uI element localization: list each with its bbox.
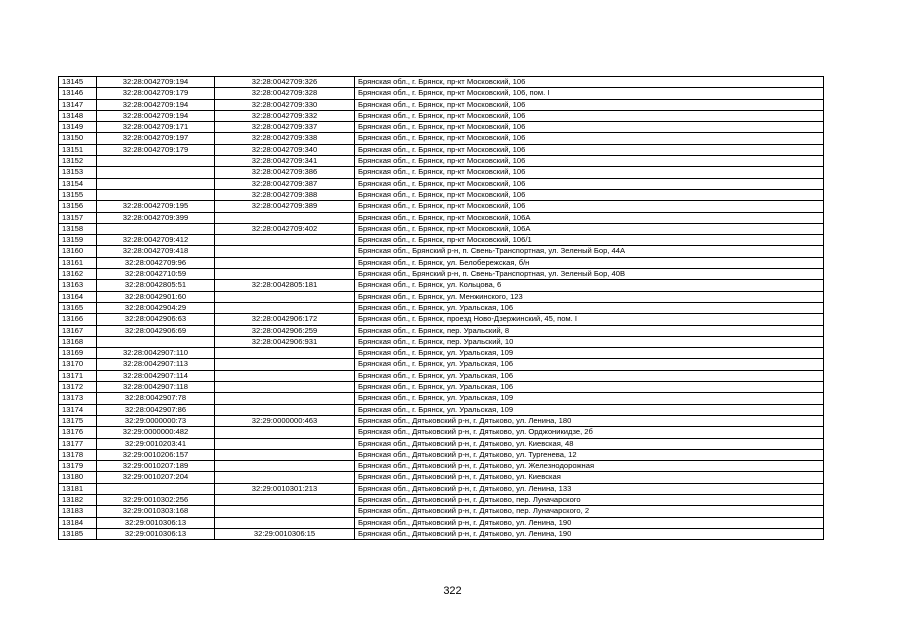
address-cell: Брянская обл., г. Брянск, пр-кт Московский, 106 — [355, 122, 824, 133]
row-number-cell: 13175 — [59, 415, 97, 426]
cadastral-number-cell: 32:29:0010207:204 — [97, 472, 215, 483]
table-row — [59, 415, 824, 426]
address-cell: Брянская обл., Дятьковский р-н, г. Дятьково, ул. Орджоникидзе, 2б — [355, 427, 824, 438]
premises-cadastral-number-cell — [215, 235, 355, 246]
premises-cadastral-number-cell — [215, 212, 355, 223]
premises-cadastral-number-cell — [215, 506, 355, 517]
premises-cadastral-number-cell — [215, 461, 355, 472]
premises-cadastral-number-cell: 32:28:0042709:388 — [215, 189, 355, 200]
row-number-cell: 13150 — [59, 133, 97, 144]
row-number-cell: 13183 — [59, 506, 97, 517]
row-number-cell: 13152 — [59, 156, 97, 167]
table-row — [59, 280, 824, 291]
cadastral-number-cell: 32:28:0042907:110 — [97, 348, 215, 359]
address-cell: Брянская обл., г. Брянск, пр-кт Московский, 106 — [355, 178, 824, 189]
address-cell: Брянская обл., г. Брянск, пр-кт Московский, 106А — [355, 212, 824, 223]
address-cell: Брянская обл., Дятьковский р-н, г. Дятьково, пер. Луначарского, 2 — [355, 506, 824, 517]
cadastral-number-cell — [97, 167, 215, 178]
row-number-cell: 13182 — [59, 494, 97, 505]
cadastral-number-cell: 32:28:0042901:60 — [97, 291, 215, 302]
premises-cadastral-number-cell: 32:29:0010306:15 — [215, 528, 355, 539]
premises-cadastral-number-cell — [215, 302, 355, 313]
address-cell: Брянская обл., Дятьковский р-н, г. Дятьково, пер. Луначарского — [355, 494, 824, 505]
table-row — [59, 133, 824, 144]
address-cell: Брянская обл., г. Брянск, пр-кт Московский, 106 — [355, 201, 824, 212]
cadastral-number-cell: 32:29:0000000:73 — [97, 415, 215, 426]
cadastral-number-cell: 32:28:0042907:114 — [97, 370, 215, 381]
premises-cadastral-number-cell — [215, 359, 355, 370]
address-cell: Брянская обл., г. Брянск, ул. Уральская, 106 — [355, 382, 824, 393]
table-row — [59, 359, 824, 370]
row-number-cell: 13167 — [59, 325, 97, 336]
premises-cadastral-number-cell — [215, 269, 355, 280]
table-row — [59, 393, 824, 404]
premises-cadastral-number-cell — [215, 291, 355, 302]
cadastral-number-cell: 32:28:0042906:63 — [97, 314, 215, 325]
table-row — [59, 110, 824, 121]
row-number-cell: 13145 — [59, 77, 97, 88]
premises-cadastral-number-cell — [215, 404, 355, 415]
premises-cadastral-number-cell — [215, 257, 355, 268]
cadastral-number-cell — [97, 156, 215, 167]
premises-cadastral-number-cell: 32:28:0042906:259 — [215, 325, 355, 336]
row-number-cell: 13181 — [59, 483, 97, 494]
address-cell: Брянская обл., г. Брянск, пр-кт Московский, 106 — [355, 144, 824, 155]
row-number-cell: 13168 — [59, 336, 97, 347]
row-number-cell: 13158 — [59, 223, 97, 234]
premises-cadastral-number-cell: 32:28:0042709:341 — [215, 156, 355, 167]
row-number-cell: 13165 — [59, 302, 97, 313]
address-cell: Брянская обл., г. Брянск, ул. Кольцова, 6 — [355, 280, 824, 291]
cadastral-number-cell: 32:28:0042907:118 — [97, 382, 215, 393]
row-number-cell: 13169 — [59, 348, 97, 359]
premises-cadastral-number-cell — [215, 348, 355, 359]
address-cell: Брянская обл., Брянский р-н, п. Свень-Транспортная, ул. Зеленый Бор, 44А — [355, 246, 824, 257]
cadastral-number-cell: 32:28:0042709:194 — [97, 110, 215, 121]
premises-cadastral-number-cell: 32:28:0042709:402 — [215, 223, 355, 234]
address-cell: Брянская обл., г. Брянск, пр-кт Московский, 106 — [355, 77, 824, 88]
table-row — [59, 144, 824, 155]
address-cell: Брянская обл., г. Брянск, ул. Менжинского, 123 — [355, 291, 824, 302]
cadastral-number-cell — [97, 223, 215, 234]
table-row — [59, 382, 824, 393]
address-cell: Брянская обл., г. Брянск, ул. Белобережская, б/н — [355, 257, 824, 268]
cadastral-number-cell: 32:28:0042709:171 — [97, 122, 215, 133]
row-number-cell: 13153 — [59, 167, 97, 178]
address-cell: Брянская обл., г. Брянск, пер. Уральский, 8 — [355, 325, 824, 336]
table-row — [59, 325, 824, 336]
address-cell: Брянская обл., г. Брянск, ул. Уральская, 109 — [355, 404, 824, 415]
cadastral-number-cell: 32:28:0042709:194 — [97, 99, 215, 110]
table-row — [59, 472, 824, 483]
row-number-cell: 13166 — [59, 314, 97, 325]
row-number-cell: 13149 — [59, 122, 97, 133]
address-cell: Брянская обл., г. Брянск, ул. Уральская, 106 — [355, 359, 824, 370]
row-number-cell: 13161 — [59, 257, 97, 268]
address-cell: Брянская обл., г. Брянск, пер. Уральский, 10 — [355, 336, 824, 347]
table-row — [59, 167, 824, 178]
table-row — [59, 257, 824, 268]
address-cell: Брянская обл., г. Брянск, пр-кт Московский, 106 — [355, 156, 824, 167]
row-number-cell: 13173 — [59, 393, 97, 404]
cadastral-number-cell — [97, 336, 215, 347]
premises-cadastral-number-cell: 32:28:0042709:326 — [215, 77, 355, 88]
premises-cadastral-number-cell: 32:28:0042709:330 — [215, 99, 355, 110]
table-row — [59, 212, 824, 223]
premises-cadastral-number-cell: 32:28:0042709:386 — [215, 167, 355, 178]
cadastral-number-cell — [97, 189, 215, 200]
premises-cadastral-number-cell — [215, 382, 355, 393]
row-number-cell: 13174 — [59, 404, 97, 415]
premises-cadastral-number-cell: 32:28:0042709:338 — [215, 133, 355, 144]
table-row — [59, 404, 824, 415]
address-cell: Брянская обл., г. Брянск, пр-кт Московский, 106 — [355, 110, 824, 121]
table-row — [59, 178, 824, 189]
table-row — [59, 336, 824, 347]
row-number-cell: 13156 — [59, 201, 97, 212]
cadastral-number-cell: 32:28:0042709:195 — [97, 201, 215, 212]
cadastral-number-cell: 32:28:0042709:399 — [97, 212, 215, 223]
premises-cadastral-number-cell — [215, 393, 355, 404]
address-cell: Брянская обл., г. Брянск, ул. Уральская, 109 — [355, 393, 824, 404]
table-row — [59, 156, 824, 167]
row-number-cell: 13176 — [59, 427, 97, 438]
address-cell: Брянская обл., г. Брянск, пр-кт Московский, 106 — [355, 167, 824, 178]
table-row — [59, 483, 824, 494]
premises-cadastral-number-cell: 32:28:0042906:931 — [215, 336, 355, 347]
premises-cadastral-number-cell: 32:28:0042805:181 — [215, 280, 355, 291]
cadastral-number-cell: 32:28:0042907:86 — [97, 404, 215, 415]
premises-cadastral-number-cell — [215, 370, 355, 381]
address-cell: Брянская обл., Дятьковский р-н, г. Дятьково, ул. Киевская — [355, 472, 824, 483]
address-cell: Брянская обл., Дятьковский р-н, г. Дятьково, ул. Железнодорожная — [355, 461, 824, 472]
address-cell: Брянская обл., г. Брянск, ул. Уральская, 106 — [355, 302, 824, 313]
cadastral-number-cell — [97, 483, 215, 494]
premises-cadastral-number-cell: 32:28:0042709:387 — [215, 178, 355, 189]
table-row — [59, 528, 824, 539]
table-row — [59, 189, 824, 200]
row-number-cell: 13172 — [59, 382, 97, 393]
cadastral-number-cell: 32:28:0042709:96 — [97, 257, 215, 268]
table-row — [59, 201, 824, 212]
premises-cadastral-number-cell — [215, 517, 355, 528]
cadastral-number-cell — [97, 178, 215, 189]
row-number-cell: 13160 — [59, 246, 97, 257]
row-number-cell: 13148 — [59, 110, 97, 121]
table-row — [59, 235, 824, 246]
row-number-cell: 13159 — [59, 235, 97, 246]
registry-table-body — [59, 77, 824, 540]
address-cell: Брянская обл., Дятьковский р-н, г. Дятьково, ул. Ленина, 190 — [355, 528, 824, 539]
row-number-cell: 13151 — [59, 144, 97, 155]
cadastral-number-cell: 32:29:0010306:13 — [97, 528, 215, 539]
premises-cadastral-number-cell — [215, 427, 355, 438]
cadastral-number-cell: 32:28:0042709:197 — [97, 133, 215, 144]
cadastral-number-cell: 32:28:0042907:78 — [97, 393, 215, 404]
address-cell: Брянская обл., г. Брянск, проезд Ново-Дзержинский, 45, пом. I — [355, 314, 824, 325]
cadastral-number-cell: 32:29:0010302:256 — [97, 494, 215, 505]
table-row — [59, 246, 824, 257]
address-cell: Брянская обл., Дятьковский р-н, г. Дятьково, ул. Ленина, 190 — [355, 517, 824, 528]
table-row — [59, 99, 824, 110]
address-cell: Брянская обл., г. Брянск, пр-кт Московский, 106 — [355, 189, 824, 200]
row-number-cell: 13163 — [59, 280, 97, 291]
row-number-cell: 13146 — [59, 88, 97, 99]
premises-cadastral-number-cell — [215, 438, 355, 449]
row-number-cell: 13155 — [59, 189, 97, 200]
row-number-cell: 13157 — [59, 212, 97, 223]
address-cell: Брянская обл., г. Брянск, пр-кт Московский, 106/1 — [355, 235, 824, 246]
premises-cadastral-number-cell: 32:28:0042709:337 — [215, 122, 355, 133]
premises-cadastral-number-cell: 32:28:0042709:340 — [215, 144, 355, 155]
address-cell: Брянская обл., г. Брянск, пр-кт Московский, 106 — [355, 133, 824, 144]
table-row — [59, 427, 824, 438]
table-row — [59, 506, 824, 517]
address-cell: Брянская обл., г. Брянск, пр-кт Московский, 106А — [355, 223, 824, 234]
cadastral-number-cell: 32:28:0042907:113 — [97, 359, 215, 370]
cadastral-number-cell: 32:28:0042709:194 — [97, 77, 215, 88]
address-cell: Брянская обл., г. Брянск, ул. Уральская, 106 — [355, 370, 824, 381]
premises-cadastral-number-cell — [215, 449, 355, 460]
address-cell: Брянская обл., Дятьковский р-н, г. Дятьково, ул. Тургенева, 12 — [355, 449, 824, 460]
cadastral-number-cell: 32:28:0042709:412 — [97, 235, 215, 246]
cadastral-number-cell: 32:29:0010306:13 — [97, 517, 215, 528]
row-number-cell: 13147 — [59, 99, 97, 110]
cadastral-number-cell: 32:29:0010207:189 — [97, 461, 215, 472]
table-row — [59, 122, 824, 133]
page-number: 322 — [443, 585, 462, 597]
table-row — [59, 370, 824, 381]
cadastral-number-cell: 32:28:0042710:59 — [97, 269, 215, 280]
cadastral-number-cell: 32:29:0010303:168 — [97, 506, 215, 517]
table-row — [59, 302, 824, 313]
address-cell: Брянская обл., Брянский р-н, п. Свень-Транспортная, ул. Зеленый Бор, 40В — [355, 269, 824, 280]
row-number-cell: 13154 — [59, 178, 97, 189]
table-row — [59, 348, 824, 359]
row-number-cell: 13180 — [59, 472, 97, 483]
table-row — [59, 461, 824, 472]
row-number-cell: 13184 — [59, 517, 97, 528]
cadastral-number-cell: 32:28:0042709:418 — [97, 246, 215, 257]
table-row — [59, 314, 824, 325]
table-row — [59, 438, 824, 449]
row-number-cell: 13170 — [59, 359, 97, 370]
cadastral-number-cell: 32:28:0042904:29 — [97, 302, 215, 313]
premises-cadastral-number-cell — [215, 472, 355, 483]
cadastral-number-cell: 32:29:0010206:157 — [97, 449, 215, 460]
cadastral-number-cell: 32:28:0042805:51 — [97, 280, 215, 291]
table-row — [59, 449, 824, 460]
cadastral-number-cell: 32:28:0042709:179 — [97, 144, 215, 155]
row-number-cell: 13162 — [59, 269, 97, 280]
table-row — [59, 494, 824, 505]
table-row — [59, 269, 824, 280]
row-number-cell: 13164 — [59, 291, 97, 302]
registry-table — [58, 76, 824, 540]
address-cell: Брянская обл., г. Брянск, пр-кт Московский, 106 — [355, 99, 824, 110]
table-row — [59, 517, 824, 528]
cadastral-number-cell: 32:28:0042709:179 — [97, 88, 215, 99]
row-number-cell: 13178 — [59, 449, 97, 460]
row-number-cell: 13179 — [59, 461, 97, 472]
premises-cadastral-number-cell: 32:29:0010301:213 — [215, 483, 355, 494]
table-row — [59, 223, 824, 234]
address-cell: Брянская обл., Дятьковский р-н, г. Дятьково, ул. Ленина, 180 — [355, 415, 824, 426]
premises-cadastral-number-cell: 32:28:0042709:328 — [215, 88, 355, 99]
table-row — [59, 291, 824, 302]
premises-cadastral-number-cell: 32:28:0042906:172 — [215, 314, 355, 325]
premises-cadastral-number-cell: 32:28:0042709:389 — [215, 201, 355, 212]
premises-cadastral-number-cell: 32:28:0042709:332 — [215, 110, 355, 121]
table-row — [59, 77, 824, 88]
cadastral-number-cell: 32:29:0010203:41 — [97, 438, 215, 449]
premises-cadastral-number-cell — [215, 246, 355, 257]
row-number-cell: 13171 — [59, 370, 97, 381]
premises-cadastral-number-cell — [215, 494, 355, 505]
address-cell: Брянская обл., г. Брянск, пр-кт Московский, 106, пом. I — [355, 88, 824, 99]
table-row — [59, 88, 824, 99]
row-number-cell: 13177 — [59, 438, 97, 449]
address-cell: Брянская обл., г. Брянск, ул. Уральская, 109 — [355, 348, 824, 359]
cadastral-number-cell: 32:28:0042906:69 — [97, 325, 215, 336]
address-cell: Брянская обл., Дятьковский р-н, г. Дятьково, ул. Ленина, 133 — [355, 483, 824, 494]
row-number-cell: 13185 — [59, 528, 97, 539]
address-cell: Брянская обл., Дятьковский р-н, г. Дятьково, ул. Киевская, 48 — [355, 438, 824, 449]
cadastral-number-cell: 32:29:0000000:482 — [97, 427, 215, 438]
premises-cadastral-number-cell: 32:29:0000000:463 — [215, 415, 355, 426]
